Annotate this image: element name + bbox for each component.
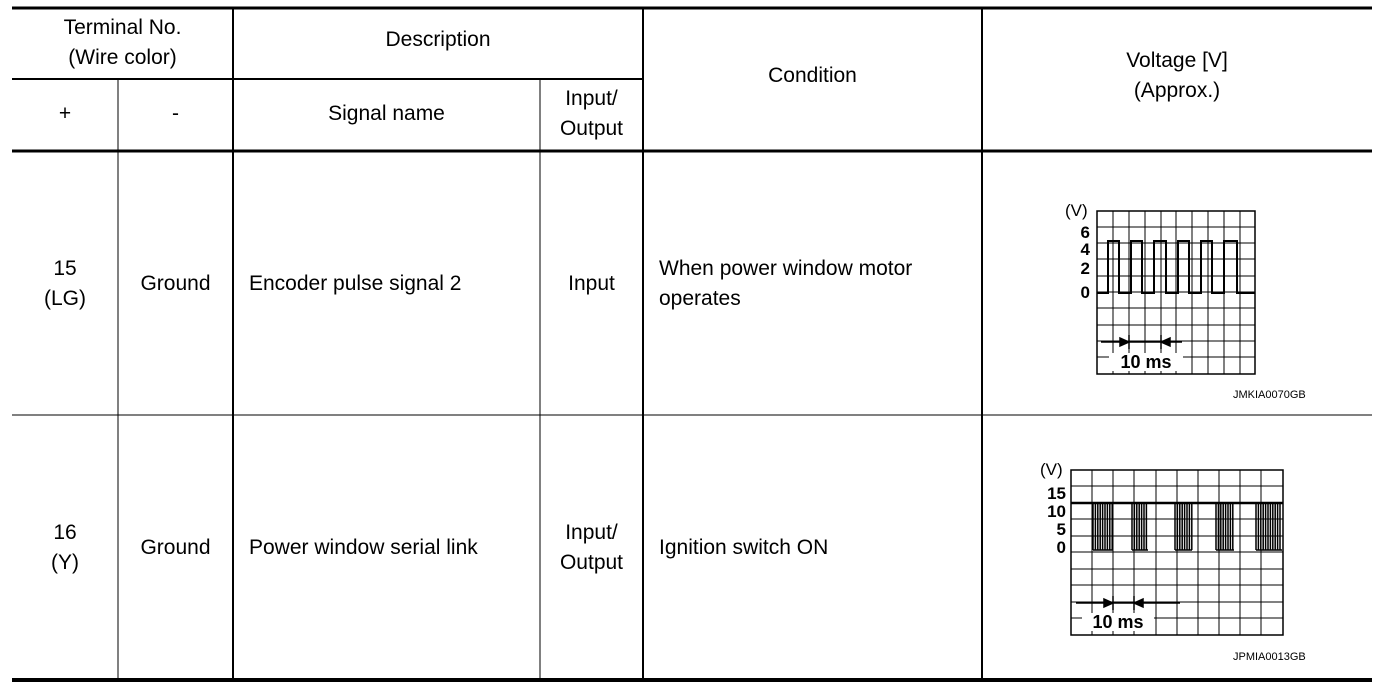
signal-burst <box>1093 503 1112 550</box>
row2-io: Input/ Output <box>559 520 624 574</box>
row2-signal: Power window serial link <box>249 535 478 559</box>
header-input-output: Input/ Output <box>559 87 624 140</box>
header-description: Description <box>385 28 491 51</box>
row2-grid <box>1071 470 1283 635</box>
row2-ylabel-0: 0 <box>1056 538 1066 557</box>
header-plus: + <box>58 102 72 125</box>
row2-waveform <box>1020 455 1310 655</box>
header-voltage: Voltage [V] (Approx.) <box>1126 49 1228 102</box>
header-terminal-no: Terminal No. (Wire color) <box>63 16 182 69</box>
signal-burst <box>1132 503 1146 550</box>
row1-condition: When power window motor operates <box>659 256 913 310</box>
row1-io: Input <box>568 271 615 295</box>
row1-ylabel-4: 4 <box>1080 240 1090 259</box>
header-minus: - <box>172 102 179 125</box>
row1-ylabel-0: 0 <box>1080 283 1090 302</box>
header-signal-name: Signal name <box>328 102 445 125</box>
row1-waveform <box>1045 195 1325 395</box>
row2-signal-bursts <box>1093 503 1282 550</box>
row1-terminal: 15 (LG) <box>44 256 86 310</box>
row1-figure-code: JMKIA0070GB <box>1233 389 1306 401</box>
signal-burst <box>1216 503 1233 550</box>
row2-unit: (V) <box>1040 460 1063 479</box>
signal-burst <box>1256 503 1280 550</box>
signal-burst <box>1175 503 1192 550</box>
row2-figure-code: JPMIA0013GB <box>1233 651 1306 663</box>
row2-ylabel-15: 15 <box>1047 484 1066 503</box>
row2-ylabel-10: 10 <box>1047 502 1066 521</box>
row1-unit: (V) <box>1065 201 1088 220</box>
row2-time-label: 10 ms <box>1092 612 1144 632</box>
row2-ground: Ground <box>140 535 211 559</box>
row1-ylabel-6: 6 <box>1080 223 1090 242</box>
row1-signal: Encoder pulse signal 2 <box>249 271 462 295</box>
row2-ylabel-5: 5 <box>1056 520 1066 539</box>
row2-condition: Ignition switch ON <box>659 535 829 559</box>
header-condition: Condition <box>768 64 857 87</box>
row1-ylabel-2: 2 <box>1080 259 1090 278</box>
row1-time-label: 10 ms <box>1120 352 1172 372</box>
row2-terminal: 16 (Y) <box>51 520 79 574</box>
row1-ground: Ground <box>140 271 211 295</box>
